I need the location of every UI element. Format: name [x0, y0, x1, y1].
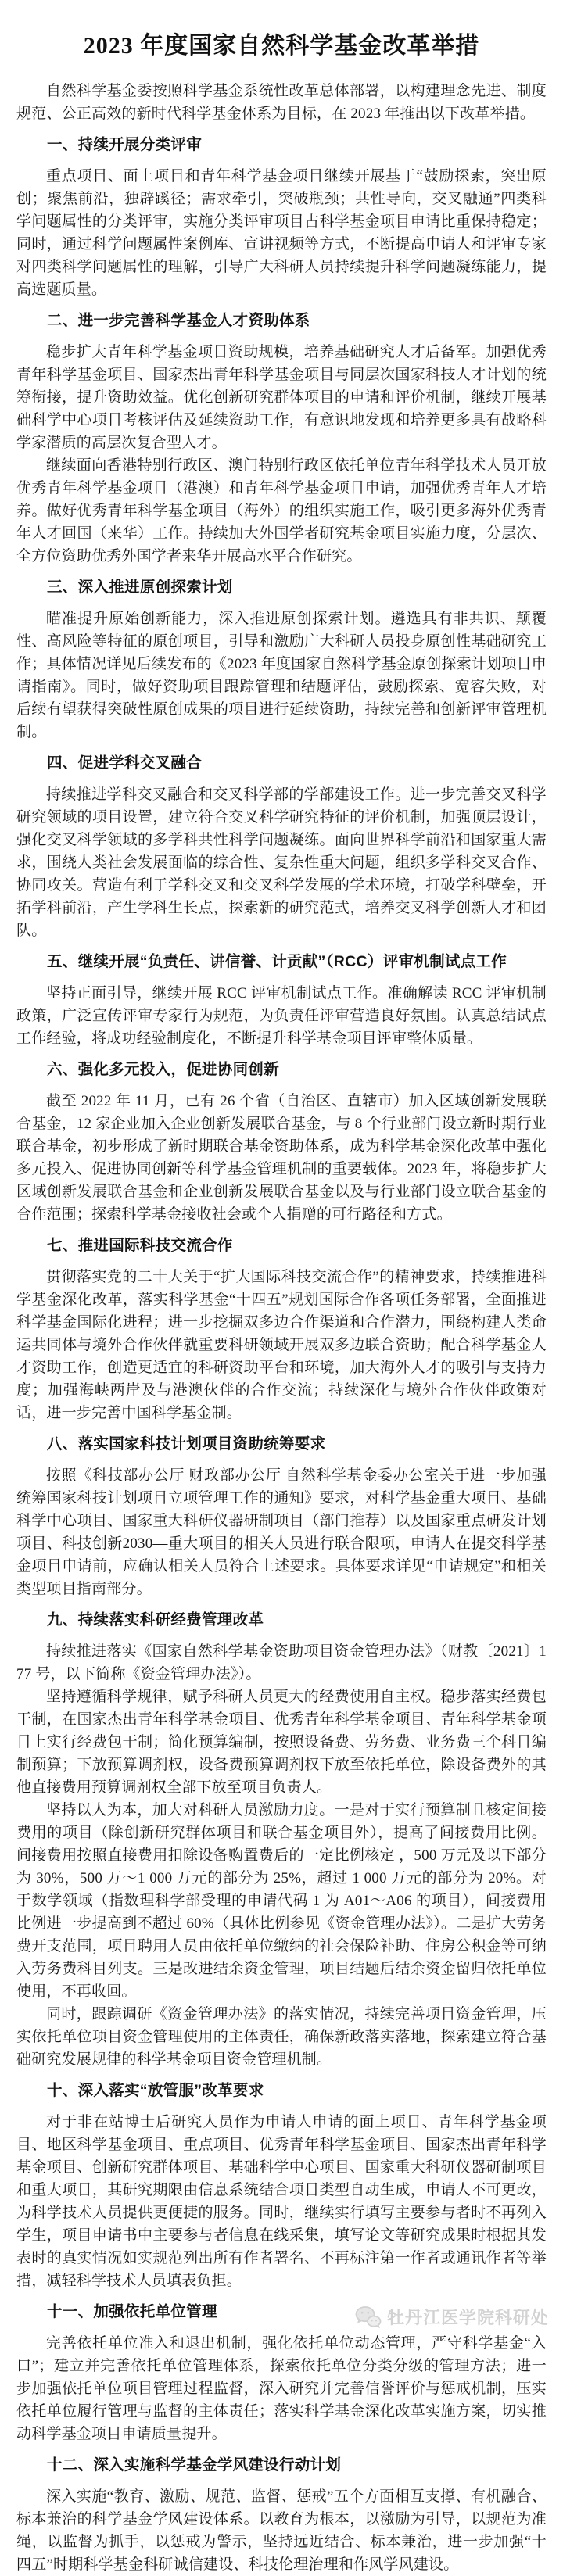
paragraph: 对于非在站博士后研究人员作为申请人申请的面上项目、青年科学基金项目、地区科学基金项目、重点项目、优秀青年科学基金项目、国家杰出青年科学基金项目、创新研究群体项目、基础科学中心项目、国家重大科研仪器研制项目和重大项目，其研究期限由信息系统结合项目类型自动生成，申请人不可更改，为科学技术人员提供更便捷的服务。同时，继续实行填写主要参与者时不再列入学生，项目申请书中主要参与者信息在线采集，填写论文等研究成果时根据其发表时的真实情况如实规范列出所有作者署名、不再标注第一作者或通讯作者等举措，减轻科学技术人员填表负担。	[16, 2114, 547, 2289]
section-heading: 九、持续落实科研经费管理改革	[47, 1611, 264, 1628]
paragraph: 截至 2022 年 11 月，已有 26 个省（自治区、直辖市）加入区域创新发展联合基金，12 家企业加入企业创新发展联合基金，与 8 个行业部门设立新时期行业联合基金，初步形成了新时期联合基金资助体系，成为科学基金深化改革中强化多元投入、促进协同创新等科学基金管理机制的重要载体。2023 年，将稳步扩大区域创新发展联合基金和企业创新发展联合基金以及与行业部门设立联合基金的合作范围；探索科学基金接收社会或个人捐赠的可行路径和方式。	[16, 1093, 547, 1223]
section-2	[16, 310, 547, 568]
paragraph: 稳步扩大青年科学基金项目资助规模，培养基础研究人才后备军。加强优秀青年科学基金项目、国家杰出青年科学基金项目与同层次国家科技人才计划的统筹衔接，提升资助效益。优化创新研究群体项目的申请和评价机制，继续开展基础科学中心项目考核评估及延续资助工作，有意识地发现和培养更多具有战略科学家潜质的高层次复合型人才。	[16, 344, 547, 451]
paragraph: 瞄准提升原始创新能力，深入推进原创探索计划。遴选具有非共识、颠覆性、高风险等特征的原创项目，引导和激励广大科研人员投身原创性基础研究工作；具体情况详见后续发布的《2023 年度国家自然科学基金原创探索计划项目申请指南》。同时，做好资助项目跟踪管理和结题评估，鼓励探索、宽容失败，对后续有望获得突破性原创成果的项目进行延续资助，持续完善和创新评审管理机制。	[16, 611, 547, 740]
section-heading: 二、进一步完善科学基金人才资助体系	[47, 312, 310, 329]
section-9	[16, 1609, 547, 2071]
section-8	[16, 1433, 547, 1600]
section-heading: 十、深入落实“放管服”改革要求	[47, 2082, 264, 2099]
section-5	[16, 951, 547, 1050]
section-7	[16, 1234, 547, 1424]
paragraph: 按照《科技部办公厅 财政部办公厅 自然科学基金委办公室关于进一步加强统筹国家科技计划项目立项管理工作的通知》要求，对科学基金重大项目、基础科学中心项目、国家重大科研仪器研制项目（部门推荐）以及国家重点研发计划项目、科技创新2030—重大项目的相关人员进行联合限项，申请人在提交科学基金项目申请前，应确认相关人员符合上述要求。具体要求详见“申请规定”和相关类型项目指南部分。	[16, 1467, 547, 1597]
watermark	[355, 2305, 549, 2329]
paragraph: 深入实施“教育、激励、规范、监督、惩戒”五个方面相互支撑、有机融合、标本兼治的科学基金学风建设体系。以教育为根本，以激励为引导，以规范为准绳，以监督为抓手，以惩戒为警示，坚持远近结合、标本兼治，进一步加强“十四五”时期科学基金科研诚信建设、科技伦理治理和作风学风建设。	[16, 2488, 547, 2573]
paragraph: 坚持遵循科学规律，赋予科研人员更大的经费使用自主权。稳步落实经费包干制，在国家杰出青年科学基金项目、优秀青年科学基金项目、青年科学基金项目上实行经费包干制；简化预算编制，按照设备费、劳务费、业务费三个科目编制预算；下放预算调剂权，设备费预算调剂权下放至依托单位，除设备费外的其他直接费用预算调剂权全部下放至项目负责人。	[16, 1689, 547, 1796]
section-1	[16, 134, 547, 301]
section-heading: 八、落实国家科技计划项目资助统筹要求	[47, 1435, 326, 1453]
section-heading: 十一、加强依托单位管理	[47, 2303, 217, 2320]
paragraph: 坚持正面引导，继续开展 RCC 评审机制试点工作。准确解读 RCC 评审机制政策，广泛宣传评审专家行为规范，为负责任评审营造良好氛围。认真总结试点工作经验，将成功经验制度化，不断提升科学基金项目评审整体质量。	[16, 985, 547, 1047]
section-4	[16, 752, 547, 942]
paragraph: 持续推进落实《国家自然科学基金资助项目资金管理办法》（财教〔2021〕177 号，以下简称《资金管理办法》）。	[16, 1643, 547, 1682]
paragraph: 继续面向香港特别行政区、澳门特别行政区依托单位青年科学技术人员开放优秀青年科学基金项目（港澳）和青年科学基金项目申请，加强优秀青年人才培养。做好优秀青年科学基金项目（海外）的组织实施工作，吸引更多海外优秀青年人才回国（来华）工作。持续加大外国学者研究基金项目实施力度，分层次、全方位资助优秀外国学者来华开展高水平合作研究。	[16, 457, 547, 564]
section-heading: 五、继续开展“负责任、讲信誉、计贡献”（RCC）评审机制试点工作	[47, 953, 507, 970]
section-12	[16, 2454, 547, 2576]
paragraph: 重点项目、面上项目和青年科学基金项目继续开展基于“鼓励探索，突出原创；聚焦前沿，独辟蹊径；需求牵引，突破瓶颈；共性导向，交叉融通”四类科学问题属性的分类评审，实施分类评审项目占科学基金项目申请比重保持稳定；同时，通过科学问题属性案例库、宣讲视频等方式，不断提高申请人和评审专家对四类科学问题属性的理解，引导广大科研人员持续提升科学问题凝练能力，提高选题质量。	[16, 168, 547, 298]
paragraph: 完善依托单位准入和退出机制，强化依托单位动态管理，严守科学基金“入口”；建立并完善依托单位管理体系，探索依托单位分类分级的管理方法；进一步加强依托单位项目管理过程监督，深入研究并完善信誉评价与惩戒机制，压实依托单位履行管理与监督的主体责任；落实科学基金深化改革实施方案，切实推动科学基金项目申请质量提升。	[16, 2335, 547, 2442]
section-heading: 三、深入推进原创探索计划	[47, 579, 233, 596]
section-3	[16, 576, 547, 743]
section-heading: 七、推进国际科技交流合作	[47, 1237, 233, 1254]
section-10	[16, 2080, 547, 2292]
paragraph: 坚持以人为本，加大对科研人员激励力度。一是对于实行预算制且核定间接费用的项目（除创新研究群体项目和联合基金项目外），提高了间接费用比例。间接费用按照直接费用扣除设备购置费后的一定比例核定 ，500 万元及以下部分为 30%，500 万～1 000 万元的部分为 25%，超过 1 000 万元的部分为 20%。对于数学领域（指数理科学部受理的申请代码 1 为 A01～A06 的项目），间接费用比例进一步提高到不超过 60%（具体比例参见《资金管理办法》）。二是扩大劳务费开支范围，项目聘用人员由依托单位缴纳的社会保险补助、住房公积金等可纳入劳务费科目列支。三是改进结余资金管理，项目结题后结余资金留归依托单位使用，不再收回。	[16, 1802, 547, 2000]
section-heading: 四、促进学科交叉融合	[47, 754, 203, 772]
intro-paragraph: 自然科学基金委按照科学基金系统性改革总体部署，以构建理念先进、制度规范、公正高效的新时代科学基金体系为目标，在 2023 年推出以下改革举措。	[16, 83, 547, 122]
section-heading: 十二、深入实施科学基金学风建设行动计划	[47, 2456, 342, 2474]
section-heading: 一、持续开展分类评审	[47, 136, 203, 153]
paragraph: 同时，跟踪调研《资金管理办法》的落实情况，持续完善项目资金管理，压实依托单位项目资金管理使用的主体责任，确保新政落实落地，探索建立符合基础研究发展规律的科学基金项目资金管理机制。	[16, 2006, 547, 2068]
paragraph: 贯彻落实党的二十大关于“扩大国际科技交流合作”的精神要求，持续推进科学基金深化改革，落实科学基金“十四五”规划国际合作各项任务部署，全面推进科学基金国际化进程；进一步挖掘双多边合作渠道和合作潜力，围绕构建人类命运共同体与境外合作伙伴就重要科研领域开展双多边联合资助；配合科学基金人才资助工作，创造更适宜的科研资助平台和环境，加大海外人才的吸引与支持力度；加强海峡两岸及与港澳伙伴的合作交流；持续深化与境外合作伙伴政策对话，进一步完善中国科学基金制。	[16, 1269, 547, 1421]
document-title: 2023 年度国家自然科学基金改革举措	[83, 33, 480, 59]
section-6	[16, 1059, 547, 1226]
wechat-logo-icon	[355, 2306, 382, 2329]
section-heading: 六、强化多元投入，促进协同创新	[47, 1061, 280, 1078]
paragraph: 持续推进学科交叉融合和交叉科学部的学部建设工作。进一步完善交叉科学研究领域的项目设置，建立符合交叉科学研究特征的评价机制，加强顶层设计，强化交叉科学领域的多学科共性科学问题凝练。面向世界科学前沿和国家重大需求，围绕人类社会发展面临的综合性、复杂性重大问题，组织多学科交叉合作、协同攻关。营造有利于学科交叉和交叉科学发展的学术环境，打破学科壁垒，开拓学科前沿，产生学科生长点，探索新的研究范式，培养交叉科学创新人才和团队。	[16, 786, 547, 939]
watermark-text: 牡丹江医学院科研处	[386, 2308, 549, 2327]
